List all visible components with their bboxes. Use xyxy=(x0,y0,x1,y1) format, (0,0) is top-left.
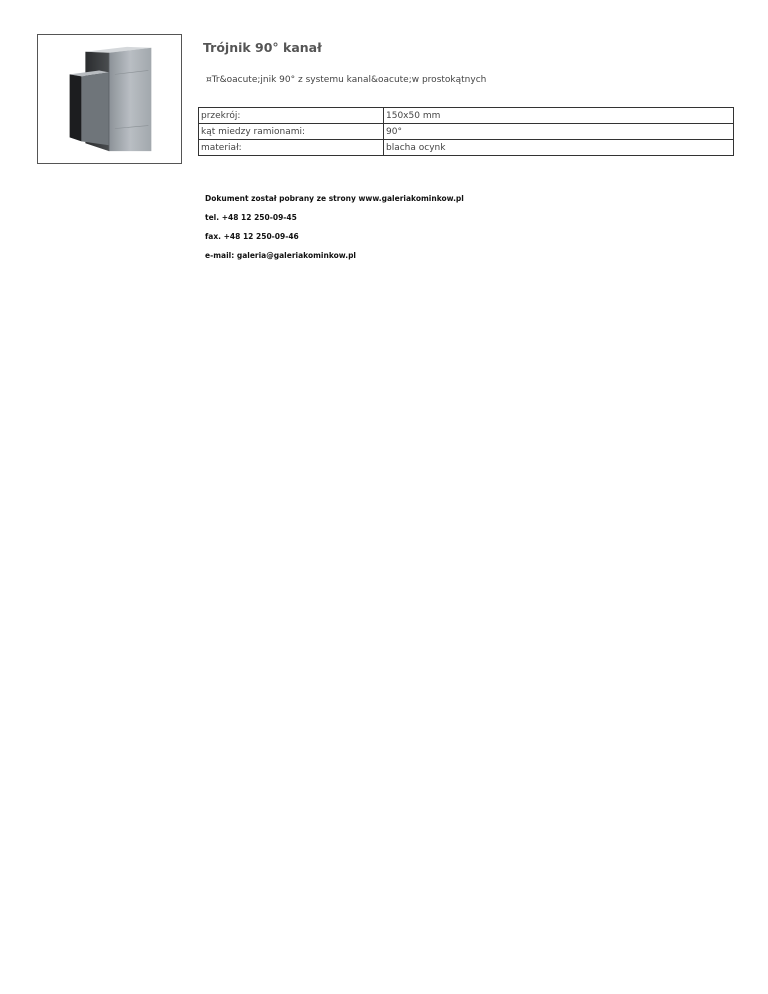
footer-source: Dokument został pobrany ze strony www.galeriakominkow.pl xyxy=(205,194,464,203)
spec-label: przekrój: xyxy=(199,108,384,124)
table-row xyxy=(199,124,734,140)
spec-value: 150x50 mm xyxy=(384,108,734,124)
product-image xyxy=(37,34,182,164)
spec-value: blacha ocynk xyxy=(384,140,734,156)
footer-tel: tel. +48 12 250-09-45 xyxy=(205,213,297,222)
spec-table xyxy=(198,107,734,156)
product-title: Trójnik 90° kanał xyxy=(203,40,322,55)
product-subtitle: ¤Tr&oacute;jnik 90° z systemu kanal&oacute;w prostokątnych xyxy=(206,75,487,85)
footer-fax: fax. +48 12 250-09-46 xyxy=(205,232,299,241)
spec-label: kąt miedzy ramionami: xyxy=(199,124,384,140)
footer-contact xyxy=(205,195,464,271)
table-row xyxy=(199,140,734,156)
spec-value: 90° xyxy=(384,124,734,140)
duct-tee-icon xyxy=(38,35,181,163)
footer-email: e-mail: galeria@galeriakominkow.pl xyxy=(205,251,357,260)
spec-label: materiał: xyxy=(199,140,384,156)
table-row xyxy=(199,108,734,124)
